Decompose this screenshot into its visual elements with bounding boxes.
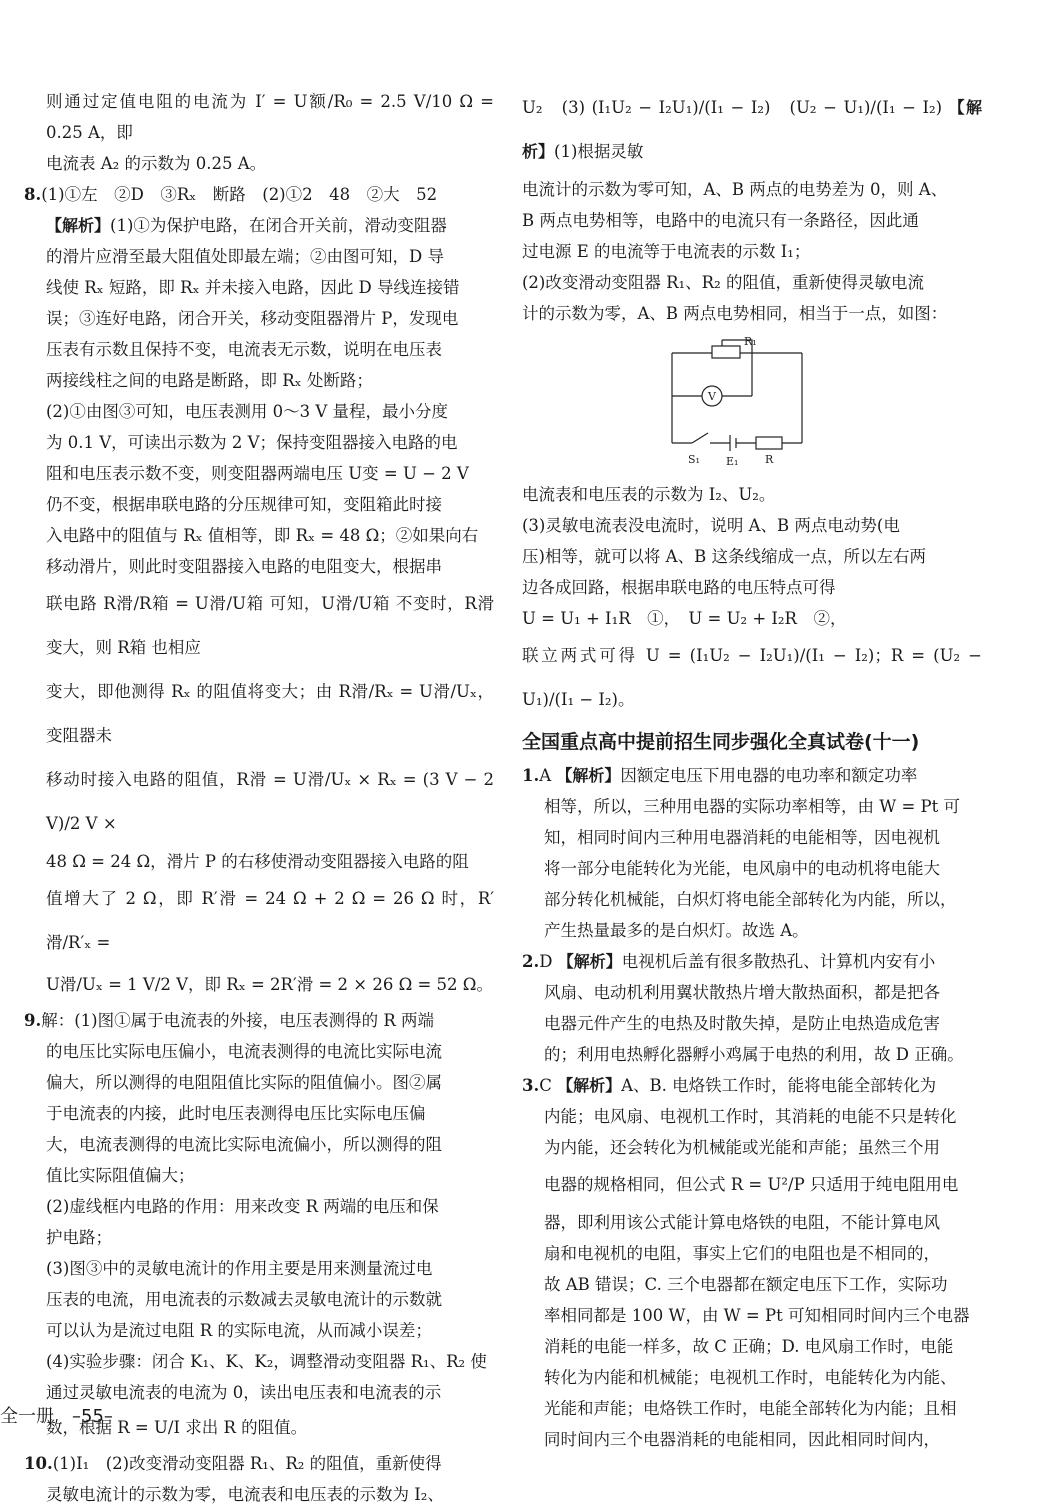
text-line: 误；③连好电路，闭合开关，移动变阻器滑片 P，发现电	[46, 309, 459, 328]
answer-choice: A	[539, 766, 552, 785]
text-line: 消耗的电能一样多，故 C 正确；D. 电风扇工作时，电能	[544, 1337, 954, 1356]
analysis-tag: 【解析】	[46, 216, 111, 235]
question-number: 10.	[24, 1454, 53, 1473]
text-line: 过电源 E 的电流等于电流表的示数 I₁；	[522, 242, 811, 261]
resistor-r-symbol	[756, 437, 782, 449]
formula-line: 变大，即他测得 Rₓ 的阻值将变大；由 R滑/Rₓ = U滑/Uₓ，变阻器未	[46, 682, 494, 745]
text-line: 边各成回路，根据串联电路的电压特点可得	[522, 578, 836, 597]
analysis-tag: 【解析】	[522, 98, 982, 161]
text-line: 光能和声能；电烙铁工作时，电能全部转化为内能；且相	[544, 1399, 957, 1418]
analysis-tag: 【解析】	[557, 952, 622, 971]
text-line: 48 Ω = 24 Ω，滑片 P 的右移使滑动变阻器接入电路的阻	[46, 852, 469, 871]
formula-line: U = U₁ + I₁R ①， U = U₂ + I₂R ②，	[522, 609, 847, 628]
text-line: 仍不变，根据串联电路的分压规律可知，变阻箱此时接	[46, 495, 442, 514]
text-line: 的；利用电热孵化器孵小鸡属于电热的利用，故 D 正确。	[544, 1045, 964, 1064]
section-title: 全国重点高中提前招生同步强化全真试卷(十一)	[522, 731, 920, 753]
text-line: 可以认为是流过电阻 R 的实际电流，从而减小误差；	[46, 1321, 432, 1340]
text-line: 为内能，还会转化为机械能或光能和声能；虽然三个用	[544, 1138, 940, 1157]
text-line: 通过灵敏电流表的电流为 0，读出电压表和电流表的示	[46, 1383, 442, 1402]
circuit-diagram	[662, 333, 812, 473]
text-line: 移动滑片，则此时变阻器接入电路的电阻变大，根据串	[46, 557, 442, 576]
text-line: 大，电流表测得的电流比实际电流偏小，所以测得的阻	[46, 1135, 442, 1154]
question-number: 2.	[522, 952, 540, 971]
question-number: 1.	[522, 766, 540, 785]
formula-line: 电器的规格相同，但公式 R = U²/P 只适用于纯电阻用电	[544, 1175, 959, 1194]
text-line: B 两点电势相等，电路中的电流只有一条路径，因此通	[522, 211, 919, 230]
formula-line: 值增大了 2 Ω，即 R′滑 = 24 Ω + 2 Ω = 26 Ω 时，R′滑/R′ₓ =	[46, 889, 494, 952]
question-number: 8.	[24, 185, 42, 204]
text-line: (2)①由图③可知，电压表测用 0～3 V 量程，最小分度	[46, 402, 449, 421]
text-line: 器，即利用该公式能计算电烙铁的电阻，不能计算电风	[544, 1213, 940, 1232]
text-line: 风扇、电动机利用翼状散热片增大散热面积，都是把各	[544, 983, 940, 1002]
text-line: 解：(1)图①属于电流表的外接，电压表测得的 R 两端	[41, 1011, 435, 1030]
formula-line: U滑/Uₓ = 1 V/2 V，即 Rₓ = 2R′滑 = 2 × 26 Ω = 52 Ω。	[46, 975, 493, 994]
text-line: 转化为内能和机械能；电视机工作时，电能转化为内能、	[544, 1368, 957, 1387]
text-line: (3)图③中的灵敏电流计的作用主要是用来测量流过电	[46, 1259, 433, 1278]
text-line: (2)改变滑动变阻器 R₁、R₂ 的阻值，重新使得灵敏电流	[522, 273, 924, 292]
answer-choice: D	[539, 952, 553, 971]
text-line: 两接线柱之间的电路是断路，即 Rₓ 处断路；	[46, 371, 373, 390]
formula-line: 移动时接入电路的阻值，R滑 = U滑/Uₓ × Rₓ = (3 V − 2 V)/2 V ×	[46, 770, 494, 833]
text-line: 计的示数为零，A、B 两点电势相同，相当于一点，如图：	[522, 304, 948, 323]
text-line: (1)①为保护电路，在闭合开关前，滑动变阻器	[110, 216, 447, 235]
text-line: 护电路；	[46, 1228, 112, 1247]
page-footer: 全一册 –55–	[0, 1406, 113, 1427]
right-column	[522, 86, 982, 1455]
text-line: 压表的电流，用电流表的示数减去灵敏电流计的示数就	[46, 1290, 442, 1309]
text-line: A、B. 电烙铁工作时，能将电能全部转化为	[621, 1076, 937, 1095]
text-line: 值比实际阻值偏大；	[46, 1166, 195, 1185]
text-line: 产生热量最多的是白炽灯。故选 A。	[544, 921, 809, 940]
label-r1: R₁	[744, 335, 757, 348]
answer-2	[522, 946, 982, 1070]
question-number: 9.	[24, 1011, 42, 1030]
switch-s1-symbol	[692, 433, 708, 443]
text-line: (1)根据灵敏	[554, 142, 644, 161]
answer-1	[522, 760, 982, 946]
text-line: 部分转化机械能，白炽灯将电能全部转化为内能，所以，	[544, 890, 957, 909]
answer-3	[522, 1070, 982, 1455]
text-line: 相等，所以，三种用电器的实际功率相等，由 W = Pt 可	[544, 797, 960, 816]
text-line: 内能；电风扇、电视机工作时，其消耗的电能不只是转化	[544, 1107, 957, 1126]
rheostat-r1-symbol	[712, 346, 740, 358]
text-line: 则通过定值电阻的电流为 I′ = U额/R₀ = 2.5 V/10 Ω = 0.25 A，即	[46, 92, 494, 142]
text-line: 阻和电压表示数不变，则变阻器两端电压 U变 = U − 2 V	[46, 464, 469, 483]
text-line: 电流表 A₂ 的示数为 0.25 A。	[46, 154, 267, 173]
text-line: 压表有示数且保持不变，电流表无示数，说明在电压表	[46, 340, 442, 359]
answer-8	[24, 179, 494, 1005]
text-line: 的电压比实际电压偏小，电流表测得的电流比实际电流	[46, 1042, 442, 1061]
text-line: 线使 Rₓ 短路，即 Rₓ 并未接入电路，因此 D 导线连接错	[46, 278, 460, 297]
answer-9	[24, 1005, 494, 1448]
analysis-tag: 【解析】	[557, 1076, 622, 1095]
formula-line: 数，根据 R = U/I 求出 R 的阻值。	[46, 1418, 308, 1437]
label-e1: E₁	[726, 455, 739, 468]
text-line: 扇和电视机的电阻，事实上它们的电阻也是不相同的，	[544, 1244, 940, 1263]
text-line: (4)实验步骤：闭合 K₁、K、K₂，调整滑动变阻器 R₁、R₂ 使	[46, 1352, 487, 1371]
text-line: 因额定电压下用电器的电功率和额定功率	[620, 766, 918, 785]
text-line: 故 AB 错误；C. 三个电器都在额定电压下工作，实际功	[544, 1275, 948, 1294]
text-line: 同时间内三个电器消耗的电能相同，因此相同时间内，	[544, 1430, 940, 1449]
label-s1: S₁	[688, 453, 700, 466]
text-line: 电流计的示数为零可知，A、B 两点的电势差为 0，则 A、	[522, 180, 948, 199]
formula-line: 联立两式可得 U = (I₁U₂ − I₂U₁)/(I₁ − I₂)；R = (U₂ − U₁)/(I₁ − I₂)。	[522, 646, 982, 709]
text-line: 将一部分电能转化为光能，电风扇中的电动机将电能大	[544, 859, 940, 878]
wire	[722, 340, 752, 396]
text-line: 为 0.1 V，可读出示数为 2 V；保持变阻器接入电路的电	[46, 433, 458, 452]
text-line: 偏大，所以测得的电阻阻值比实际的阻值偏小。图②属	[46, 1073, 442, 1092]
formula-line: U₂ (3) (I₁U₂ − I₂U₁)/(I₁ − I₂) (U₂ − U₁)/(I₁ − I₂)	[522, 98, 943, 117]
text-line: 的滑片应滑至最大阻值处即最左端；②由图可知，D 导	[46, 247, 444, 266]
text-line: (2)虚线框内电路的作用：用来改变 R 两端的电压和保	[46, 1197, 439, 1216]
answer-10	[24, 1448, 494, 1510]
label-v: V	[708, 390, 716, 403]
text-line: (3)灵敏电流表没电流时，说明 A、B 两点电动势(电	[522, 516, 900, 535]
left-column	[24, 86, 494, 1510]
text-line: 电流表和电压表的示数为 I₂、U₂。	[522, 485, 776, 504]
text-line: 于电流表的内接，此时电压表测得电压比实际电压偏	[46, 1104, 426, 1123]
text-line: 知，相同时间内三种用电器消耗的电能相等，因电视机	[544, 828, 940, 847]
text-line: 入电路中的阻值与 Rₓ 值相等，即 Rₓ = 48 Ω；②如果向右	[46, 526, 479, 545]
question-number: 3.	[522, 1076, 540, 1095]
text-line: 率相同都是 100 W，由 W = Pt 可知相同时间内三个电器	[544, 1306, 970, 1325]
text-line: 电器元件产生的电热及时散失掉，是防止电热造成危害	[544, 1014, 940, 1033]
text-line: 压)相等，就可以将 A、B 这条线缩成一点，所以左右两	[522, 547, 926, 566]
analysis-tag: 【解析】	[556, 766, 621, 785]
formula-line: 联电路 R滑/R箱 = U滑/U箱 可知，U滑/U箱 不变时，R滑 变大，则 R箱 也相应	[46, 594, 494, 657]
answer-choice: C	[539, 1076, 552, 1095]
answer-text: (1)①左 ②D ③Rₓ 断路 (2)①2 48 ②大 52	[41, 185, 438, 204]
text-line: (1)I₁ (2)改变滑动变阻器 R₁、R₂ 的阻值，重新使得	[52, 1454, 442, 1473]
text-line: 灵敏电流计的示数为零，电流表和电压表的示数为 I₂、	[46, 1485, 444, 1504]
label-r: R	[765, 453, 774, 466]
text-line: 电视机后盖有很多散热孔、计算机内安有小	[621, 952, 936, 971]
